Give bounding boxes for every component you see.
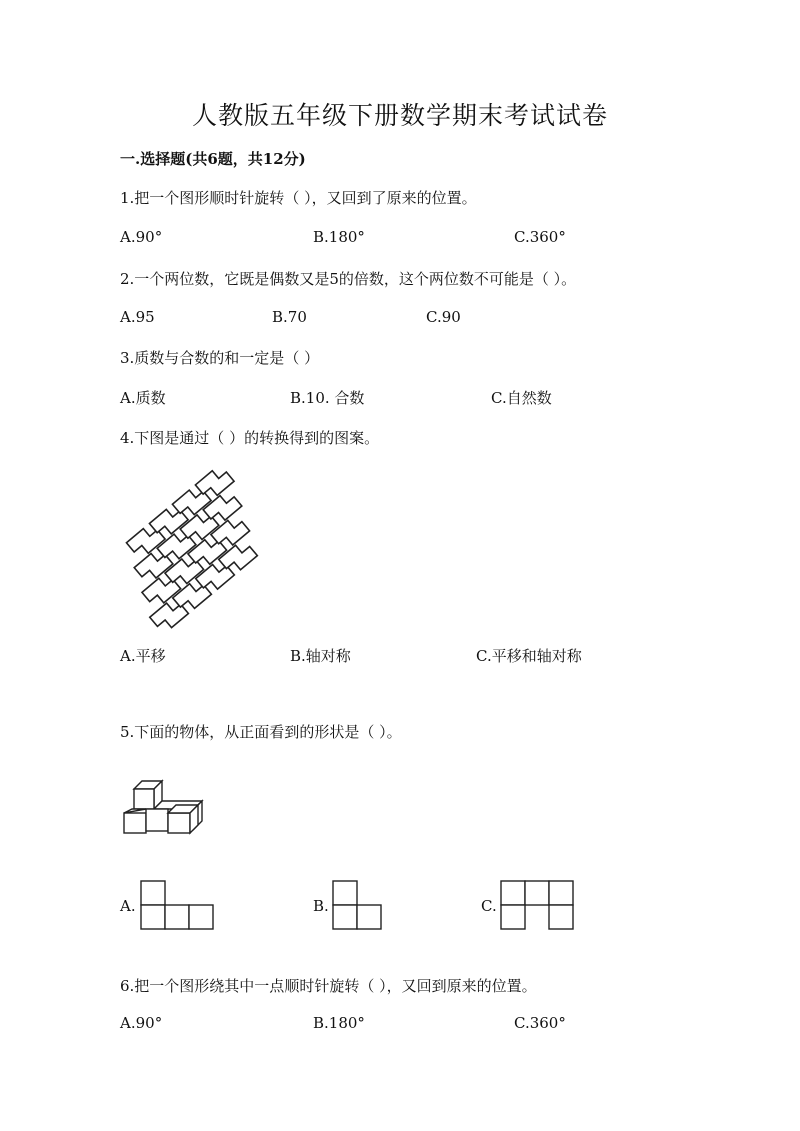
q3-option-c: C.自然数 — [491, 389, 552, 407]
question-3: 3.质数与合数的和一定是（ ） — [120, 349, 320, 367]
tile-pattern-figure — [120, 480, 265, 600]
q1-option-c: C.360° — [514, 228, 566, 246]
q4-option-b: B.轴对称 — [290, 647, 351, 665]
question-6: 6.把一个图形绕其中一点顺时针旋转（ ），又回到原来的位置。 — [120, 977, 537, 995]
question-4: 4.下图是通过（ ）的转换得到的图案。 — [120, 429, 380, 447]
q5-option-a-shape — [140, 880, 216, 932]
q6-option-c: C.360° — [514, 1014, 566, 1032]
q1-option-a: A.90° — [120, 228, 163, 246]
section-heading: 一.选择题(共6题，共12分) — [120, 150, 306, 168]
question-1: 1.把一个图形顺时针旋转（ ），又回到了原来的位置。 — [120, 189, 477, 207]
q5-option-c-shape — [500, 880, 576, 932]
q6-option-b: B.180° — [313, 1014, 365, 1032]
cube-stack-figure — [120, 775, 210, 840]
q4-option-a: A.平移 — [120, 647, 166, 665]
q2-option-b: B.70 — [272, 308, 307, 326]
q4-option-c: C.平移和轴对称 — [476, 647, 582, 665]
q5-option-a: A. — [120, 897, 136, 915]
q3-option-a: A.质数 — [120, 389, 166, 407]
q2-option-a: A.95 — [120, 308, 155, 326]
question-2: 2.一个两位数，它既是偶数又是5的倍数，这个两位数不可能是（ ）。 — [120, 270, 577, 288]
q2-option-c: C.90 — [426, 308, 461, 326]
page-title: 人教版五年级下册数学期末考试试卷 — [191, 101, 608, 130]
q1-option-b: B.180° — [313, 228, 365, 246]
q5-option-b-shape — [332, 880, 384, 932]
question-5: 5.下面的物体，从正面看到的形状是（ ）。 — [120, 723, 402, 741]
q5-option-b: B. — [313, 897, 329, 915]
q6-option-a: A.90° — [120, 1014, 163, 1032]
q3-option-b: B.10. 合数 — [290, 389, 365, 407]
q5-option-c: C. — [481, 897, 497, 915]
